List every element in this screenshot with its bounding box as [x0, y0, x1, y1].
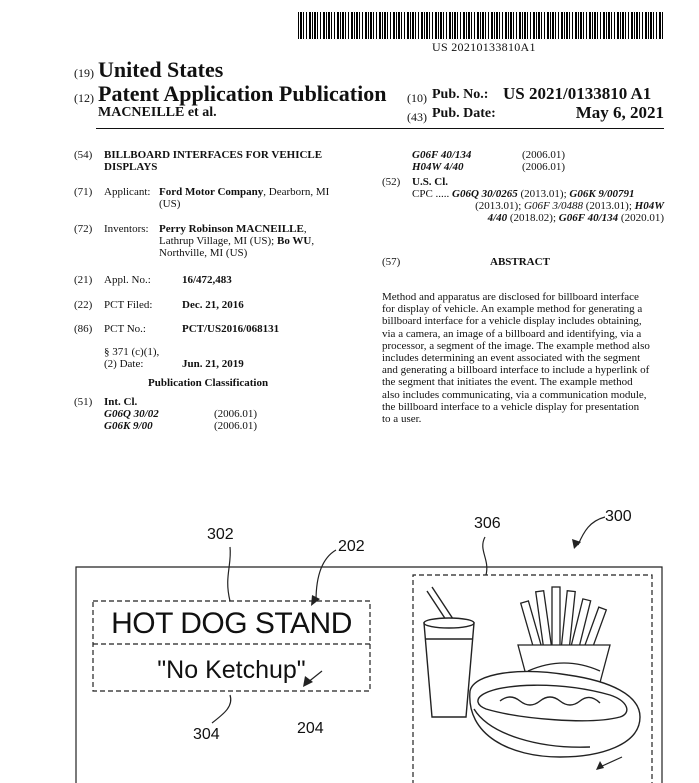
leader-hotdog — [600, 757, 622, 767]
abstract-line: includes determining an event associated with the segment — [382, 352, 641, 365]
cpc-year: (2018.02); — [507, 212, 559, 224]
pct-filed-label: PCT Filed: — [104, 299, 153, 311]
ref-306: 306 — [474, 515, 501, 532]
abstract-body — [382, 291, 664, 425]
cpc-line-3 — [488, 212, 664, 225]
int-cl-code-4: H04W 4/40 — [412, 161, 464, 173]
int-cl-year-4: (2006.01) — [522, 161, 566, 173]
appl-no: 16/472,483 — [182, 274, 232, 286]
cpc-code: G06F 3/0488 — [524, 200, 584, 212]
hotdog-icon — [470, 672, 640, 757]
code-51: (51) — [74, 396, 93, 408]
pub-no: US 2021/0133810 A1 — [503, 84, 652, 103]
cpc-code: G06K 9/00791 — [569, 188, 635, 200]
pub-class-heading: Publication Classification — [148, 377, 269, 389]
country: United States — [98, 57, 224, 82]
cpc-line-2 — [475, 200, 664, 213]
leader-302 — [228, 547, 231, 601]
leader-202 — [316, 550, 336, 601]
inventor-2-name: Bo WU — [276, 235, 312, 247]
abstract-line: the segment that initiates the event. The example method — [382, 376, 633, 389]
ref-302: 302 — [207, 526, 234, 543]
inventor-1 — [159, 223, 307, 236]
cpc-code: G06F 40/134 — [558, 212, 619, 224]
header-rule — [96, 128, 664, 129]
applicant-name: Ford Motor Company — [159, 186, 264, 198]
leader-300 — [578, 517, 605, 545]
s371-date: Jun. 21, 2019 — [182, 358, 244, 370]
inventor-2-punct: , — [311, 235, 315, 247]
int-cl-code-3: G06F 40/134 — [412, 149, 472, 161]
title-line-2: DISPLAYS — [104, 161, 158, 173]
cpc-year: (2020.01) — [618, 212, 664, 224]
code-22: (22) — [74, 299, 93, 311]
publication-type: Patent Application Publication — [98, 81, 387, 106]
barcode-number: US 20210133810A1 — [432, 40, 536, 54]
abstract-line: for display of vehicle. An example method for generating a — [382, 303, 643, 316]
code-52: (52) — [382, 176, 401, 188]
abstract-line: billboard interface for a vehicle display includes obtaining, — [382, 315, 642, 328]
code-43: (43) — [407, 110, 427, 124]
pct-no: PCT/US2016/068131 — [182, 323, 280, 335]
cpc-year: (2013.01); — [475, 200, 525, 212]
pct-filed: Dec. 21, 2016 — [182, 299, 244, 311]
code-72: (72) — [74, 223, 93, 235]
applicant-label: Applicant: — [104, 186, 151, 198]
cpc-year: (2013.01); — [517, 188, 570, 200]
int-cl-code-1: G06Q 30/02 — [104, 408, 159, 420]
barcode — [298, 12, 664, 39]
code-10: (10) — [407, 91, 427, 105]
applicant-country: (US) — [159, 198, 181, 210]
leader-304 — [212, 695, 231, 723]
inventor-2-location: Northville, MI (US) — [159, 247, 248, 259]
pub-date: May 6, 2021 — [575, 103, 664, 122]
code-54: (54) — [74, 149, 93, 161]
code-86: (86) — [74, 323, 93, 335]
applicant — [159, 186, 329, 199]
abstract-line: also includes communicating, via a communication module, — [382, 388, 647, 401]
appl-no-label: Appl. No.: — [104, 274, 151, 286]
title-line-1: BILLBOARD INTERFACES FOR VEHICLE — [104, 149, 323, 161]
cpc-code: 4/40 — [487, 212, 508, 224]
int-cl-year-2: (2006.01) — [214, 420, 258, 432]
int-cl-code-2: G06K 9/00 — [104, 420, 153, 432]
inventor-1-punct: , — [303, 223, 307, 235]
abstract-line: Method and apparatus are disclosed for billboard interface — [382, 291, 639, 303]
cpc-year: (2013.01); — [583, 200, 635, 212]
inventor-1-location: Lathrup Village, MI (US); — [159, 235, 275, 247]
pct-no-label: PCT No.: — [104, 323, 146, 335]
drink-icon — [424, 587, 474, 717]
billboard-title[interactable]: HOT DOG STAND — [111, 607, 352, 640]
abstract-line: via a camera, an image of a billboard and identifying, via a — [382, 327, 642, 340]
code-57: (57) — [382, 256, 401, 268]
ref-304: 304 — [193, 726, 220, 743]
leader-306 — [483, 537, 487, 575]
cpc-code: H04W — [634, 200, 664, 212]
abstract-line: the billboard interface to a vehicle display for presentation — [382, 400, 640, 413]
pub-no-label: Pub. No.: — [432, 87, 489, 102]
ref-204: 204 — [297, 720, 324, 737]
inventor-line-2 — [159, 235, 314, 248]
inventor-1-name: Perry Robinson MACNEILLE — [159, 223, 304, 235]
pub-date-label: Pub. Date: — [432, 106, 496, 121]
code-19: (19) — [74, 66, 94, 80]
code-12: (12) — [74, 91, 94, 105]
inventor-short: MACNEILLE et al. — [98, 105, 217, 120]
ref-300: 300 — [605, 508, 632, 525]
int-cl-year-1: (2006.01) — [214, 408, 258, 420]
int-cl-year-3: (2006.01) — [522, 149, 566, 161]
abstract-heading: ABSTRACT — [490, 256, 550, 268]
s371-line-1: § 371 (c)(1), — [104, 346, 160, 358]
int-cl-label: Int. Cl. — [104, 396, 138, 408]
cpc-prefix: CPC ..... — [412, 188, 450, 200]
us-cl-label: U.S. Cl. — [412, 176, 449, 188]
cpc-line-1 — [412, 188, 634, 201]
applicant-location: , Dearborn, MI — [263, 186, 330, 198]
s371-line-2: (2) Date: — [104, 358, 144, 370]
billboard-subtitle[interactable]: "No Ketchup" — [157, 656, 306, 684]
abstract-line: processor, a segment of the image. The example method also — [382, 339, 650, 352]
code-21: (21) — [74, 274, 93, 286]
ref-202: 202 — [338, 538, 365, 555]
cpc-code: G06Q 30/0265 — [452, 188, 518, 200]
inventors-label: Inventors: — [104, 223, 149, 235]
abstract-line: to a user. — [382, 413, 422, 426]
abstract-line: and generating a billboard interface to include a hyperlink of — [382, 364, 650, 377]
code-71: (71) — [74, 186, 93, 198]
